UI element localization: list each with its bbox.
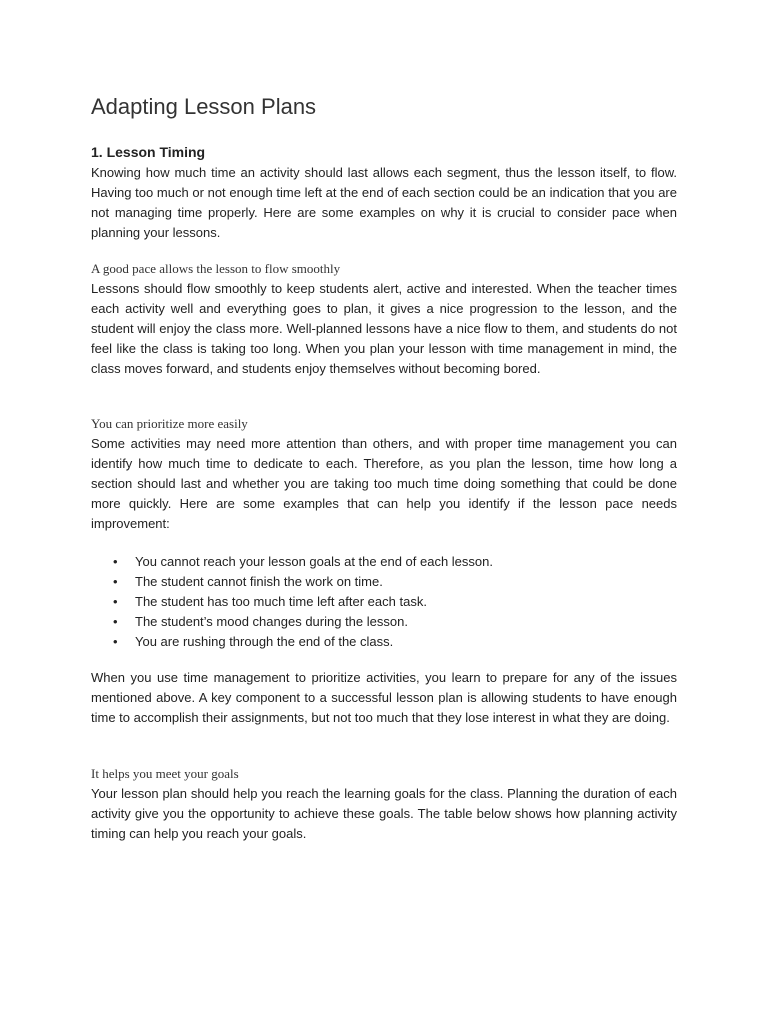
subheading-prioritize: You can prioritize more easily <box>91 416 248 431</box>
list-item-text: You cannot reach your lesson goals at the end of each lesson. <box>135 554 493 569</box>
bullet-icon: • <box>113 594 118 609</box>
bullet-icon: • <box>113 614 118 629</box>
list-item-text: The student has too much time left after each task. <box>135 594 427 609</box>
list-item <box>91 632 493 652</box>
subheading-meet-goals: It helps you meet your goals <box>91 766 239 781</box>
paragraph-after-list: When you use time management to prioritize activities, you learn to prepare for any of the issues mentioned above. A key component to a successful lesson plan is allowing students to have enough time to accomplish their assignments, but not too much that they lose interest in what they are doing. <box>91 670 677 725</box>
list-item <box>91 572 493 592</box>
pace-issues-list <box>91 552 493 652</box>
list-item-text: The student cannot finish the work on time. <box>135 574 383 589</box>
list-item <box>91 592 493 612</box>
bullet-icon: • <box>113 554 118 569</box>
bullet-icon: • <box>113 634 118 649</box>
list-item-text: The student’s mood changes during the lesson. <box>135 614 408 629</box>
paragraph-good-pace: Lessons should flow smoothly to keep students alert, active and interested. When the teacher times each activity well and everything goes to plan, it gives a nice progression to the lesson, and the student will enjoy the class more. Well-planned lessons have a nice flow to them, and students do not feel like the class is taking too long. When you plan your lesson with time management in mind, the class moves forward, and students enjoy themselves without becoming bored. <box>91 281 677 376</box>
paragraph-prioritize: Some activities may need more attention than others, and with proper time management you can identify how much time to dedicate to each. Therefore, as you plan the lesson, time how long a section should last and whether you are taking too much time doing something that could be done more quickly. Here are some examples that can help you identify if the lesson pace needs improvement: <box>91 436 677 531</box>
section-heading-lesson-timing: 1. Lesson Timing <box>91 144 206 160</box>
list-item-text: You are rushing through the end of the class. <box>135 634 394 649</box>
subheading-good-pace: A good pace allows the lesson to flow smoothly <box>91 261 341 276</box>
paragraph-meet-goals: Your lesson plan should help you reach the learning goals for the class. Planning the duration of each activity give you the opportunity to achieve these goals. The table below shows how planning activity timing can help you reach your goals. <box>91 786 677 841</box>
list-item <box>91 552 493 572</box>
bullet-icon: • <box>113 574 118 589</box>
list-item <box>91 612 493 632</box>
intro-paragraph: Knowing how much time an activity should last allows each segment, thus the lesson itself, to flow. Having too much or not enough time left at the end of each section could be an indication that you are not managing time properly. Here are some examples on why it is crucial to consider pace when planning your lessons. <box>91 165 677 240</box>
page-title: Adapting Lesson Plans <box>91 94 317 119</box>
